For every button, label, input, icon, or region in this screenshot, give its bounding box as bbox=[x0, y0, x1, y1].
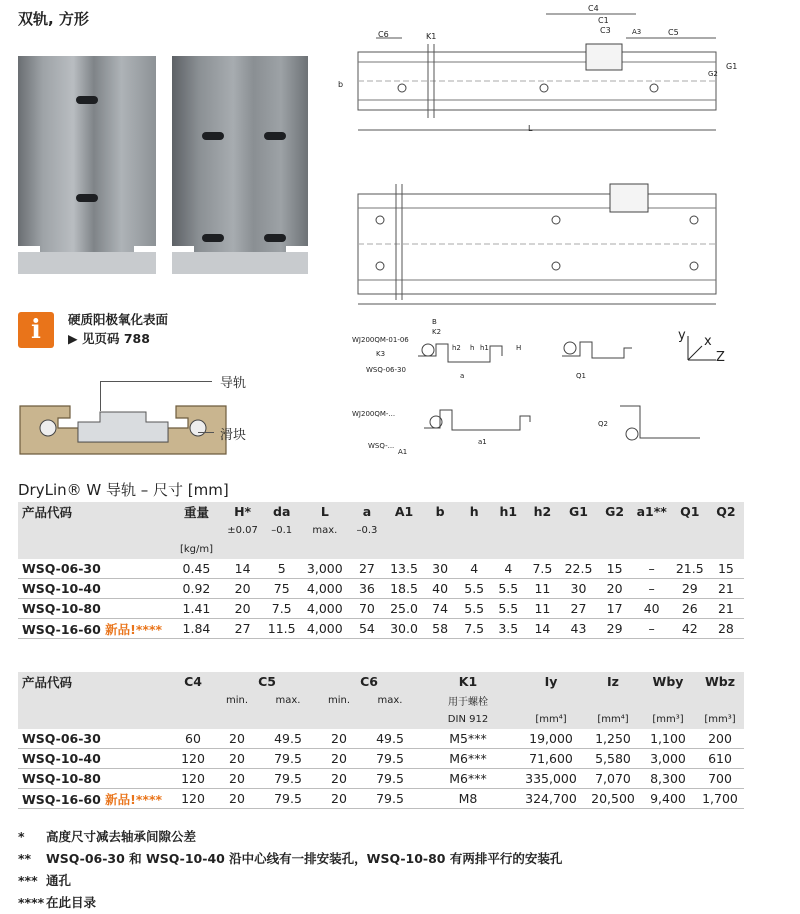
table-cell: 4,000 bbox=[301, 599, 349, 619]
footnote-text: 高度尺寸减去轴承间隙公差 bbox=[46, 829, 197, 844]
table-cell: 49.5 bbox=[360, 729, 420, 749]
dim-b: b bbox=[338, 80, 344, 89]
table-cell: 20 bbox=[598, 579, 632, 599]
table-cell: 20,500 bbox=[586, 789, 640, 809]
table2-col-header: Iy bbox=[544, 674, 558, 689]
table-cell: 71,600 bbox=[516, 749, 586, 769]
dim-c5: C5 bbox=[668, 28, 679, 37]
table-cell: 11 bbox=[525, 579, 559, 599]
table2-col-header: C6 bbox=[360, 674, 378, 689]
table1-col-unit bbox=[708, 521, 744, 540]
table1-col-unit bbox=[263, 540, 301, 559]
new-badge: 新品!**** bbox=[100, 621, 163, 637]
table2-col-unit bbox=[216, 710, 258, 729]
product-code: WSQ-16-60 新品!**** bbox=[18, 789, 170, 809]
table-cell: 20 bbox=[318, 729, 360, 749]
table-cell: 70 bbox=[349, 599, 385, 619]
table2-col-unit bbox=[258, 710, 318, 729]
table-cell: 20 bbox=[318, 769, 360, 789]
dimension-table bbox=[18, 502, 744, 639]
rail-drawing-double-row bbox=[336, 150, 724, 312]
table-cell: 8,300 bbox=[640, 769, 696, 789]
table2-col-unit: [mm³] bbox=[704, 714, 736, 725]
table-cell: 324,700 bbox=[516, 789, 586, 809]
axis-y: y bbox=[678, 328, 686, 343]
table-row bbox=[18, 729, 744, 749]
product-code: WSQ-10-80 bbox=[18, 599, 170, 619]
footnote-mark: *** bbox=[18, 873, 38, 888]
dim-h1: h1 bbox=[480, 344, 489, 352]
table-cell: 11.5 bbox=[263, 619, 301, 639]
profile-cross-section bbox=[18, 398, 228, 456]
table1-col-header: A1 bbox=[394, 504, 414, 519]
table1-col-unit bbox=[559, 540, 597, 559]
table2-col-unit bbox=[516, 691, 586, 710]
table1-col-header: 产品代码 bbox=[22, 504, 73, 520]
table-row bbox=[18, 769, 744, 789]
table1-col-header: G2 bbox=[605, 504, 625, 519]
product-code: WSQ-16-60 新品!**** bbox=[18, 619, 170, 639]
table-cell: M8 bbox=[420, 789, 516, 809]
table1-col-unit bbox=[385, 521, 423, 540]
table-cell: 5.5 bbox=[491, 599, 525, 619]
table-cell: 79.5 bbox=[360, 749, 420, 769]
table-cell: 20 bbox=[216, 729, 258, 749]
dim-a1: a1 bbox=[478, 438, 487, 446]
rail-photo-double-row bbox=[172, 56, 308, 274]
axis-x: x bbox=[704, 334, 712, 349]
table1-col-header: L bbox=[320, 504, 329, 519]
dim-h2: h2 bbox=[452, 344, 461, 352]
rail-leader bbox=[100, 381, 212, 382]
section-title: DryLin® W 导轨 – 尺寸 [mm] bbox=[18, 481, 229, 499]
table1-col-header: H* bbox=[234, 504, 252, 519]
table-cell: 27 bbox=[349, 559, 385, 579]
table-cell: 4 bbox=[491, 559, 525, 579]
table-cell: 7,070 bbox=[586, 769, 640, 789]
table-cell: 42 bbox=[672, 619, 708, 639]
table-cell: 7.5 bbox=[263, 599, 301, 619]
table-cell: 7.5 bbox=[525, 559, 559, 579]
table1-col-header: a1** bbox=[636, 504, 667, 519]
table-row bbox=[18, 789, 744, 809]
table2-col-unit: [mm³] bbox=[652, 714, 684, 725]
table-cell: 29 bbox=[598, 619, 632, 639]
table1-col-unit bbox=[491, 540, 525, 559]
rail-label: 导轨 bbox=[220, 376, 247, 391]
table1-col-header: da bbox=[273, 504, 291, 519]
table2-col-unit: min. bbox=[327, 695, 351, 706]
table-cell: 30.0 bbox=[385, 619, 423, 639]
table1-col-header: a bbox=[362, 504, 372, 519]
rail-photo-single-row bbox=[18, 56, 156, 274]
dim-c4: C4 bbox=[588, 4, 599, 13]
table-cell: 4 bbox=[457, 559, 491, 579]
product-code: WSQ-10-40 bbox=[18, 749, 170, 769]
table-cell: 1,100 bbox=[640, 729, 696, 749]
table1-col-header: Q2 bbox=[716, 504, 736, 519]
table1-col-header: b bbox=[435, 504, 445, 519]
table-cell: 30 bbox=[423, 559, 457, 579]
footnote bbox=[18, 848, 562, 870]
table-cell: 20 bbox=[216, 789, 258, 809]
table1-col-unit bbox=[385, 540, 423, 559]
table1-col-header: G1 bbox=[569, 504, 588, 519]
table-cell: 4,000 bbox=[301, 579, 349, 599]
table2-subheader-2 bbox=[18, 710, 744, 729]
table-cell: 5.5 bbox=[457, 579, 491, 599]
table2-col-unit bbox=[170, 691, 216, 710]
table1-col-unit bbox=[525, 540, 559, 559]
table1-col-unit bbox=[423, 540, 457, 559]
dim-k3: K3 bbox=[376, 350, 386, 358]
table2-col-unit bbox=[586, 691, 640, 710]
table2-col-unit: max. bbox=[377, 695, 403, 706]
table1-col-unit bbox=[349, 540, 385, 559]
table-row bbox=[18, 619, 744, 639]
table-cell: 120 bbox=[170, 769, 216, 789]
table-cell: 15 bbox=[598, 559, 632, 579]
table-cell: 79.5 bbox=[258, 769, 318, 789]
table-cell: 5,580 bbox=[586, 749, 640, 769]
table-cell: 21 bbox=[708, 579, 744, 599]
table-cell: 17 bbox=[598, 599, 632, 619]
table-cell: 54 bbox=[349, 619, 385, 639]
table1-col-unit bbox=[18, 521, 170, 540]
table-cell: 3,000 bbox=[640, 749, 696, 769]
table2-col-unit: 用于螺栓 bbox=[448, 697, 488, 708]
table1-col-header: h1 bbox=[499, 504, 518, 519]
table-cell: 20 bbox=[223, 599, 263, 619]
table-cell: 3.5 bbox=[491, 619, 525, 639]
table1-col-header: 重量 bbox=[183, 504, 209, 520]
dim-c1: C1 bbox=[598, 16, 609, 25]
footnote-mark: ** bbox=[18, 851, 32, 866]
table-cell: 28 bbox=[708, 619, 744, 639]
table1-header bbox=[18, 502, 744, 521]
label-wsq1: WSQ-06-30 bbox=[366, 366, 406, 374]
table1-col-unit bbox=[632, 521, 672, 540]
table-row bbox=[18, 559, 744, 579]
table2-col-header: C5 bbox=[258, 674, 276, 689]
table2-col-unit bbox=[18, 710, 170, 729]
info-line-1: 硬质阳极氧化表面 bbox=[68, 312, 169, 327]
table-cell: 120 bbox=[170, 789, 216, 809]
dim-c6: C6 bbox=[378, 30, 389, 39]
table-cell: 18.5 bbox=[385, 579, 423, 599]
footnote-text: 在此目录 bbox=[46, 895, 97, 910]
dim-g1: G1 bbox=[726, 62, 738, 71]
axis-z: Z bbox=[716, 350, 725, 365]
label-wsq2: WSQ-... bbox=[368, 442, 395, 450]
table2-col-unit: DIN 912 bbox=[447, 714, 489, 725]
table-cell: 19,000 bbox=[516, 729, 586, 749]
footnote-text: 通孔 bbox=[46, 873, 72, 888]
info-icon: i bbox=[18, 312, 54, 348]
table1-col-unit bbox=[708, 540, 744, 559]
table1-col-unit bbox=[457, 521, 491, 540]
table-cell: 1.41 bbox=[170, 599, 222, 619]
table1-col-unit: –0.1 bbox=[271, 525, 293, 536]
table2-header bbox=[18, 672, 744, 691]
table-cell: 29 bbox=[672, 579, 708, 599]
table-cell: 1,250 bbox=[586, 729, 640, 749]
table-cell: 79.5 bbox=[360, 789, 420, 809]
footnote-text: WSQ-06-30 和 WSQ-10-40 沿中心线有一排安装孔，WSQ-10-80 有两排平行的安装孔 bbox=[46, 851, 563, 866]
dim-k2: K2 bbox=[432, 328, 442, 336]
table-cell: 79.5 bbox=[360, 769, 420, 789]
table1-subheader-1 bbox=[18, 521, 744, 540]
table-cell: 40 bbox=[632, 599, 672, 619]
table2-col-unit: [mm⁴] bbox=[535, 714, 567, 725]
table-cell: 21.5 bbox=[672, 559, 708, 579]
table2-col-header: Wbz bbox=[704, 674, 735, 689]
table2-col-unit bbox=[696, 691, 744, 710]
table-cell: 43 bbox=[559, 619, 597, 639]
table-cell: 9,400 bbox=[640, 789, 696, 809]
table-cell: 60 bbox=[170, 729, 216, 749]
product-code: WSQ-06-30 bbox=[18, 559, 170, 579]
table-cell: 4,000 bbox=[301, 619, 349, 639]
table-cell: M5*** bbox=[420, 729, 516, 749]
table-cell: 36 bbox=[349, 579, 385, 599]
dim-q1: Q1 bbox=[576, 372, 586, 380]
table-cell: 79.5 bbox=[258, 789, 318, 809]
table-cell: 13.5 bbox=[385, 559, 423, 579]
table1-col-unit bbox=[491, 521, 525, 540]
table-cell: 20 bbox=[223, 579, 263, 599]
table-row bbox=[18, 599, 744, 619]
table-cell: 1.84 bbox=[170, 619, 222, 639]
table-cell: 21 bbox=[708, 599, 744, 619]
table-cell: 20 bbox=[318, 789, 360, 809]
slider-leader bbox=[198, 432, 214, 433]
table-cell: 3,000 bbox=[301, 559, 349, 579]
table-cell: 27 bbox=[223, 619, 263, 639]
table-cell: 11 bbox=[525, 599, 559, 619]
product-code: WSQ-10-40 bbox=[18, 579, 170, 599]
table1-col-header: h bbox=[469, 504, 479, 519]
table2-col-unit bbox=[318, 710, 360, 729]
table2-col-header: K1 bbox=[458, 674, 478, 689]
dim-c3: C3 bbox=[600, 26, 611, 35]
dim-q2: Q2 bbox=[598, 420, 608, 428]
info-text bbox=[68, 310, 168, 348]
table1-col-unit: ±0.07 bbox=[227, 525, 258, 536]
table2-col-unit bbox=[170, 710, 216, 729]
table-row bbox=[18, 749, 744, 769]
table-cell: 610 bbox=[696, 749, 744, 769]
table-cell: 58 bbox=[423, 619, 457, 639]
dim-g2: G2 bbox=[708, 70, 718, 78]
dim-a3: A3 bbox=[632, 28, 642, 36]
table2-subheader-1 bbox=[18, 691, 744, 710]
table-cell: – bbox=[632, 579, 672, 599]
table-cell: 20 bbox=[318, 749, 360, 769]
table-cell: 20 bbox=[216, 769, 258, 789]
table2-col-unit: max. bbox=[275, 695, 301, 706]
table-cell: 14 bbox=[525, 619, 559, 639]
dim-a1: A1 bbox=[398, 448, 408, 456]
table1-col-unit bbox=[301, 540, 349, 559]
product-code: WSQ-06-30 bbox=[18, 729, 170, 749]
footnote-mark: * bbox=[18, 829, 25, 844]
table1-col-header: Q1 bbox=[680, 504, 700, 519]
table-cell: 20 bbox=[216, 749, 258, 769]
table-cell: 22.5 bbox=[559, 559, 597, 579]
table1-col-unit bbox=[223, 540, 263, 559]
table-cell: – bbox=[632, 559, 672, 579]
table-cell: 700 bbox=[696, 769, 744, 789]
table1-col-unit bbox=[457, 540, 491, 559]
table2-col-unit bbox=[640, 691, 696, 710]
table1-col-unit: max. bbox=[312, 525, 338, 536]
table-cell: 335,000 bbox=[516, 769, 586, 789]
table-cell: – bbox=[632, 619, 672, 639]
table1-col-unit bbox=[598, 521, 632, 540]
table1-col-unit bbox=[672, 521, 708, 540]
table1-col-unit bbox=[525, 521, 559, 540]
slider-label: 滑块 bbox=[220, 428, 247, 443]
table2-col-header: C4 bbox=[184, 674, 202, 689]
table-row bbox=[18, 579, 744, 599]
table-cell: 200 bbox=[696, 729, 744, 749]
table-cell: M6*** bbox=[420, 769, 516, 789]
table-cell: 26 bbox=[672, 599, 708, 619]
footnotes bbox=[18, 826, 562, 914]
table-cell: 7.5 bbox=[457, 619, 491, 639]
table2-col-unit bbox=[18, 691, 170, 710]
dim-a: a bbox=[460, 372, 465, 380]
table1-col-unit bbox=[559, 521, 597, 540]
table-cell: 120 bbox=[170, 749, 216, 769]
table2-col-unit: [mm⁴] bbox=[597, 714, 629, 725]
table1-col-unit bbox=[632, 540, 672, 559]
table-cell: 49.5 bbox=[258, 729, 318, 749]
table-cell: 5.5 bbox=[491, 579, 525, 599]
table-cell: 15 bbox=[708, 559, 744, 579]
inertia-table bbox=[18, 672, 744, 809]
new-badge: 新品!**** bbox=[100, 791, 163, 807]
label-wj1: WJ200QM-01-06 bbox=[352, 336, 409, 344]
dim-h: H bbox=[516, 344, 522, 352]
page-title: 双轨, 方形 bbox=[18, 10, 89, 28]
footnote bbox=[18, 870, 562, 892]
table1-col-unit bbox=[598, 540, 632, 559]
dim-k1: K1 bbox=[426, 32, 437, 41]
table1-col-header: h2 bbox=[533, 504, 552, 519]
table-cell: 27 bbox=[559, 599, 597, 619]
table-cell: 25.0 bbox=[385, 599, 423, 619]
table-cell: 0.92 bbox=[170, 579, 222, 599]
table1-col-unit bbox=[672, 540, 708, 559]
table-cell: 14 bbox=[223, 559, 263, 579]
table-cell: 0.45 bbox=[170, 559, 222, 579]
table-cell: 40 bbox=[423, 579, 457, 599]
rail-drawing-single-row bbox=[336, 4, 724, 136]
table2-col-unit bbox=[360, 710, 420, 729]
table1-col-unit bbox=[423, 521, 457, 540]
label-wj2: WJ200QM-... bbox=[352, 410, 396, 418]
footnote-mark: **** bbox=[18, 895, 45, 910]
table-cell: 30 bbox=[559, 579, 597, 599]
dim-l: L bbox=[528, 124, 533, 133]
table-cell: 1,700 bbox=[696, 789, 744, 809]
table1-col-unit: –0.3 bbox=[356, 525, 378, 536]
info-line-2: ▶ 见页码 788 bbox=[68, 331, 150, 346]
table-cell: 5 bbox=[263, 559, 301, 579]
rail-leader-v bbox=[100, 381, 101, 411]
table2-col-header: Wby bbox=[652, 674, 684, 689]
table1-col-unit bbox=[18, 540, 170, 559]
table-cell: 79.5 bbox=[258, 749, 318, 769]
table1-subheader-2 bbox=[18, 540, 744, 559]
table-cell: 5.5 bbox=[457, 599, 491, 619]
table2-col-unit: min. bbox=[225, 695, 249, 706]
dim-h: h bbox=[470, 344, 475, 352]
table-cell: 75 bbox=[263, 579, 301, 599]
footnote bbox=[18, 826, 562, 848]
table2-col-header: 产品代码 bbox=[22, 674, 73, 690]
table1-col-unit bbox=[170, 521, 222, 540]
table-cell: 74 bbox=[423, 599, 457, 619]
table1-col-unit: [kg/m] bbox=[179, 544, 213, 555]
dim-b: B bbox=[432, 318, 437, 326]
product-code: WSQ-10-80 bbox=[18, 769, 170, 789]
table2-col-header: Iz bbox=[607, 674, 619, 689]
table-cell: M6*** bbox=[420, 749, 516, 769]
